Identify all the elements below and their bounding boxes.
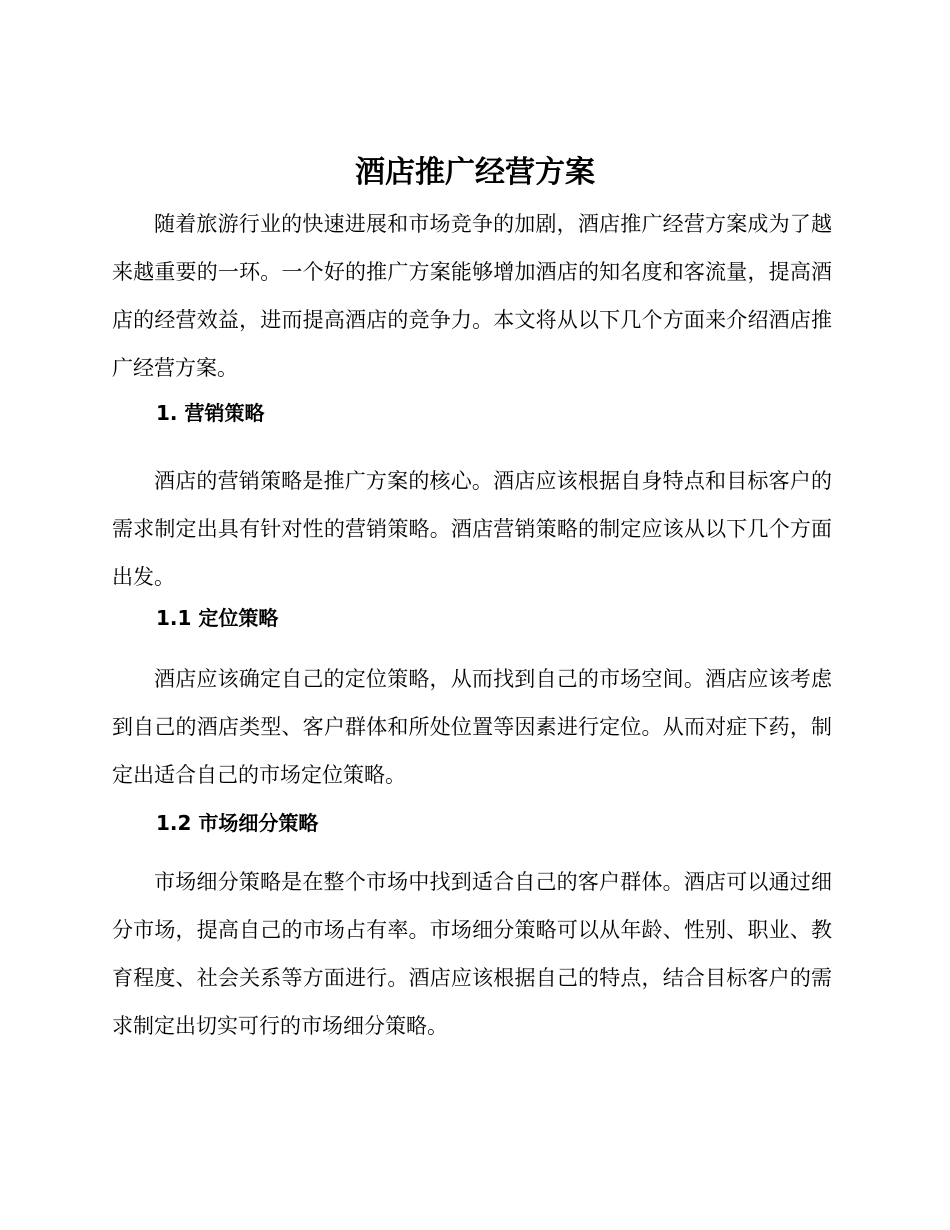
document-title: 酒店推广经营方案 <box>355 155 595 190</box>
intro-paragraph: 随着旅游行业的快速进展和市场竞争的加剧，酒店推广经营方案成为了越来越重要的一环。一个好的推广方案能够增加酒店的知名度和客流量，提高酒店的经营效益，进而提高酒店的竞争力。本文将从以下几个方面来介绍酒店推广经营方案。 <box>112 212 832 380</box>
section-paragraph-marketing-strategy: 酒店的营销策略是推广方案的核心。酒店应该根据自身特点和目标客户的需求制定出具有针对性的营销策略。酒店营销策略的制定应该从以下几个方面出发。 <box>112 469 832 589</box>
section-heading-positioning-strategy: 1.1 定位策略 <box>156 606 279 630</box>
section-heading-market-segmentation: 1.2 市场细分策略 <box>156 811 319 835</box>
section-paragraph-positioning-strategy: 酒店应该确定自己的定位策略，从而找到自己的市场空间。酒店应该考虑到自己的酒店类型、客户群体和所处位置等因素进行定位。从而对症下药，制定出适合自己的市场定位策略。 <box>112 667 832 787</box>
section-heading-marketing-strategy: 1. 营销策略 <box>156 401 265 425</box>
section-paragraph-market-segmentation: 市场细分策略是在整个市场中找到适合自己的客户群体。酒店可以通过细分市场，提高自己的市场占有率。市场细分策略可以从年龄、性别、职业、教育程度、社会关系等方面进行。酒店应该根据自己的特点，结合目标客户的需求制定出切实可行的市场细分策略。 <box>112 870 832 1038</box>
